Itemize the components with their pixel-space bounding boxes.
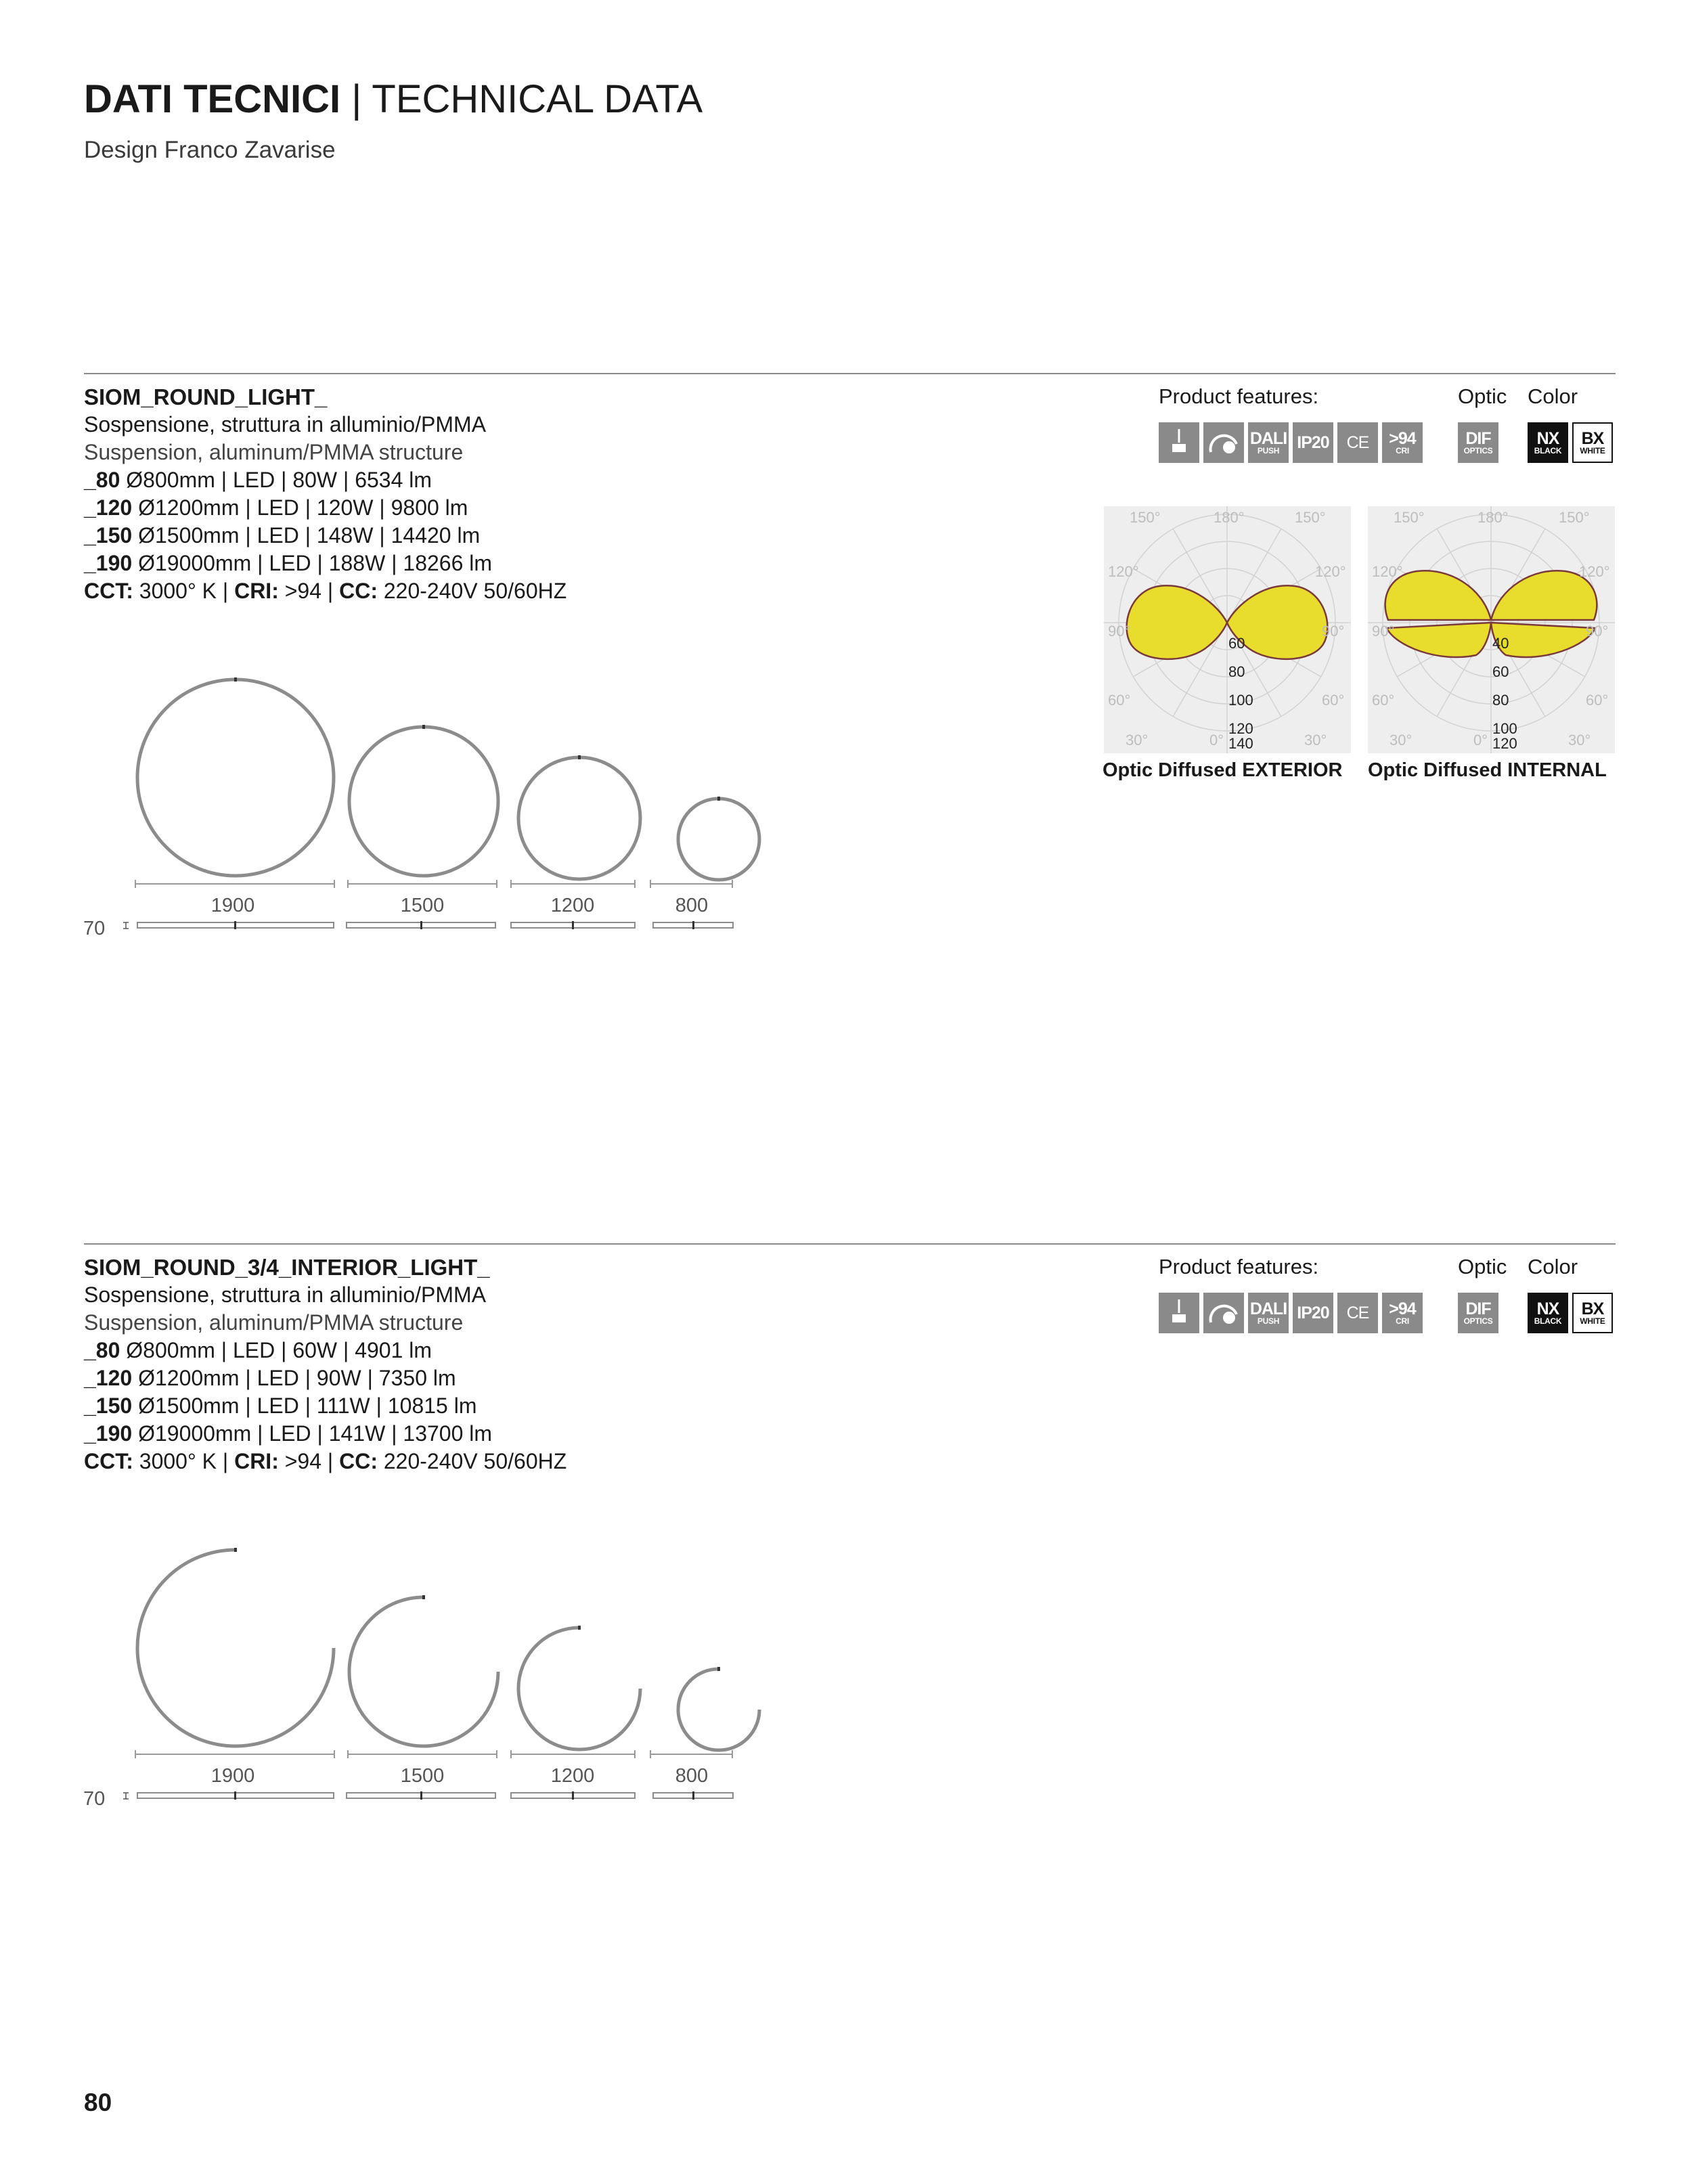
scale-label: 40 [1492, 635, 1509, 652]
ce-mark-icon: CE [1337, 422, 1378, 463]
optic-label: Optic [1458, 1255, 1507, 1278]
dali-push-icon: DALI PUSH [1248, 422, 1289, 463]
variant-row: _150 Ø1500mm | LED | 111W | 10815 lm [84, 1394, 477, 1418]
dimension-label: 1900 [210, 895, 255, 916]
variant-row: _80 Ø800mm | LED | 60W | 4901 lm [84, 1338, 432, 1362]
electrical-specs: CCT: 3000° K | CRI: >94 | CC: 220-240V 50/60HZ [84, 579, 567, 603]
dimension-label: 1500 [400, 1765, 445, 1787]
angle-label: 60° [1322, 692, 1345, 709]
polar-diagram-exterior [1104, 506, 1351, 753]
angle-label: 90° [1322, 623, 1345, 640]
features-label: Product features: [1159, 1255, 1319, 1278]
scale-label: 120 [1228, 720, 1253, 737]
dimension-label: 1900 [210, 1765, 255, 1787]
angle-label: 0° [1209, 732, 1224, 749]
description-en: Suspension, aluminum/PMMA structure [84, 1310, 464, 1335]
angle-label: 60° [1108, 692, 1131, 709]
ring-1200 [518, 757, 640, 879]
height-dimension-label: 70 [83, 1788, 106, 1810]
scale-label: 60 [1228, 635, 1245, 652]
color-swatch-black: NX BLACK [1528, 1293, 1568, 1333]
product-spec-block [84, 383, 566, 605]
ring-1900 [137, 679, 334, 876]
angle-label: 30° [1389, 732, 1413, 749]
ring-800 [678, 799, 759, 880]
dimension-label: 1200 [550, 1765, 595, 1787]
page-number: 80 [84, 2089, 112, 2116]
optic-badge: DIF OPTICS [1458, 1293, 1498, 1333]
scale-label: 100 [1228, 692, 1253, 709]
scale-label: 140 [1228, 735, 1253, 752]
section-divider [84, 1243, 1616, 1245]
color-label: Color [1528, 384, 1578, 408]
dimension-label: 800 [675, 895, 709, 916]
ring-1500 [349, 727, 498, 876]
angle-label: 150° [1130, 509, 1161, 526]
suspension-icon [1159, 422, 1199, 463]
angle-label: 120° [1108, 563, 1139, 580]
angle-label: 120° [1372, 563, 1403, 580]
color-options [1528, 422, 1613, 463]
section-divider [84, 373, 1616, 374]
page-title-en: TECHNICAL DATA [372, 77, 703, 121]
angle-label: 30° [1568, 732, 1591, 749]
page-title [84, 77, 703, 121]
variant-row: _190 Ø19000mm | LED | 141W | 13700 lm [84, 1421, 493, 1446]
scale-label: 120 [1492, 735, 1517, 752]
angle-label: 60° [1586, 692, 1609, 709]
page-title-separator: | [351, 77, 362, 121]
scale-label: 100 [1492, 720, 1517, 737]
arc-800 [678, 1669, 759, 1750]
arc-1500 [349, 1597, 498, 1746]
angle-label: 150° [1295, 509, 1326, 526]
product-name: SIOM_ROUND_3/4_INTERIOR_LIGHT_ [84, 1255, 490, 1280]
scale-label: 60 [1492, 663, 1509, 680]
angle-label: 60° [1372, 692, 1395, 709]
polar-caption-internal: Optic Diffused INTERNAL [1368, 759, 1607, 781]
product-name: SIOM_ROUND_LIGHT_ [84, 384, 328, 409]
polar-caption-exterior: Optic Diffused EXTERIOR [1103, 759, 1343, 781]
height-dimension-label: 70 [83, 918, 106, 939]
color-label: Color [1528, 1255, 1578, 1278]
scale-label: 80 [1492, 692, 1509, 709]
angle-label: 150° [1394, 509, 1425, 526]
product-drawing-full-round [74, 663, 765, 948]
angle-label: 120° [1315, 563, 1346, 580]
features-label: Product features: [1159, 384, 1319, 408]
dimmable-icon [1203, 422, 1244, 463]
cri-icon: >94 CRI [1382, 1293, 1423, 1333]
angle-label: 180° [1477, 509, 1509, 526]
angle-label: 30° [1304, 732, 1327, 749]
dali-push-icon: DALI PUSH [1248, 1293, 1289, 1333]
optic-badge: DIF OPTICS [1458, 422, 1498, 463]
feature-icons [1159, 422, 1423, 463]
ip20-icon: IP20 [1293, 422, 1333, 463]
angle-label: 30° [1126, 732, 1149, 749]
angle-label: 150° [1559, 509, 1590, 526]
product-drawing-three-quarter-round [74, 1534, 765, 1818]
arc-1900 [137, 1550, 334, 1746]
angle-label: 120° [1579, 563, 1610, 580]
dimmable-icon [1203, 1293, 1244, 1333]
color-options [1528, 1293, 1613, 1333]
ip20-icon: IP20 [1293, 1293, 1333, 1333]
color-swatch-white: BX WHITE [1572, 1293, 1613, 1333]
electrical-specs: CCT: 3000° K | CRI: >94 | CC: 220-240V 50/60HZ [84, 1449, 567, 1473]
variant-row: _190 Ø19000mm | LED | 188W | 18266 lm [84, 551, 493, 575]
page-title-it: DATI TECNICI [84, 77, 341, 121]
arc-1200 [518, 1628, 640, 1750]
description-en: Suspension, aluminum/PMMA structure [84, 440, 464, 464]
angle-label: 90° [1586, 623, 1609, 640]
designer-credit: Design Franco Zavarise [84, 137, 336, 163]
polar-diagram-internal [1368, 506, 1615, 753]
angle-label: 0° [1473, 732, 1488, 749]
angle-label: 90° [1372, 623, 1395, 640]
description-it: Sospensione, struttura in alluminio/PMMA [84, 1283, 487, 1307]
optic-label: Optic [1458, 384, 1507, 408]
dimension-label: 800 [675, 1765, 709, 1787]
cri-icon: >94 CRI [1382, 422, 1423, 463]
feature-icons [1159, 1293, 1423, 1333]
suspension-icon [1159, 1293, 1199, 1333]
angle-label: 180° [1214, 509, 1245, 526]
description-it: Sospensione, struttura in alluminio/PMMA [84, 412, 487, 437]
product-spec-block [84, 1253, 566, 1475]
variant-row: _120 Ø1200mm | LED | 90W | 7350 lm [84, 1366, 456, 1390]
variant-row: _120 Ø1200mm | LED | 120W | 9800 lm [84, 495, 468, 520]
dimension-label: 1500 [400, 895, 445, 916]
color-swatch-white: BX WHITE [1572, 422, 1613, 463]
color-swatch-black: NX BLACK [1528, 422, 1568, 463]
dimension-label: 1200 [550, 895, 595, 916]
variant-row: _80 Ø800mm | LED | 80W | 6534 lm [84, 468, 432, 492]
variant-row: _150 Ø1500mm | LED | 148W | 14420 lm [84, 523, 481, 548]
angle-label: 90° [1108, 623, 1131, 640]
scale-label: 80 [1228, 663, 1245, 680]
ce-mark-icon: CE [1337, 1293, 1378, 1333]
